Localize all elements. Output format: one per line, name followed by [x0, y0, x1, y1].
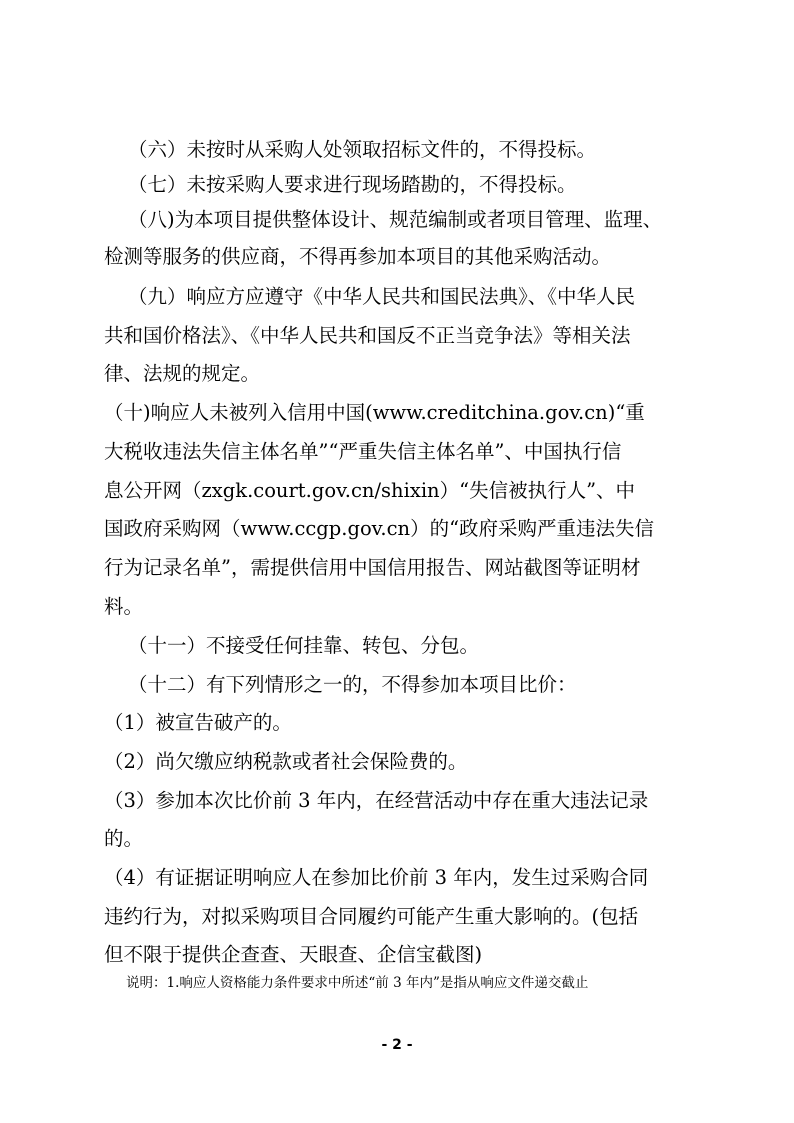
item-2: （2）尚欠缴应纳税款或者社会保险费的。: [104, 750, 468, 773]
item-4-line-2: 违约行为，对拟采购项目合同履约可能产生重大影响的。(包括: [104, 905, 639, 928]
clause-10-line-4: 国政府采购网（www.ccgp.gov.cn）的“政府采购严重违法失信: [104, 517, 655, 540]
clause-10-line-2: 大税收违法失信主体名单”“严重失信主体名单”、中国执行信: [104, 440, 622, 463]
page-number: - 2 -: [381, 1037, 413, 1053]
clause-9-line-3: 律、法规的规定。: [104, 362, 261, 385]
clause-10-line-6: 料。: [104, 595, 144, 618]
item-3-line-1: （3）参加本次比价前 3 年内，在经营活动中存在重大违法记录: [104, 789, 649, 812]
clause-7: （七）未按采购人要求进行现场踏勘的，不得投标。: [128, 173, 577, 196]
clause-12: （十二）有下列情形之一的，不得参加本项目比价：: [128, 673, 577, 696]
clause-10-line-3: 息公开网（zxgk.court.gov.cn/shixin）“失信被执行人”、中: [104, 479, 636, 502]
item-4-line-1: （4）有证据证明响应人在参加比价前 3 年内，发生过采购合同: [104, 866, 649, 889]
clause-8-line-2: 检测等服务的供应商，不得再参加本项目的其他采购活动。: [104, 245, 612, 268]
clause-9-line-2: 共和国价格法》、《中华人民共和国反不正当竞争法》等相关法: [104, 324, 631, 347]
explanation-note: 说明：1.响应人资格能力条件要求中所述“前 3 年内”是指从响应文件递交截止: [126, 975, 589, 991]
clause-9-line-1: （九）响应方应遵守《中华人民共和国民法典》、《中华人民: [128, 285, 636, 308]
item-1: （1）被宣告破产的。: [104, 711, 292, 734]
item-4-line-3: 但不限于提供企查查、天眼查、企信宝截图): [104, 943, 483, 966]
clause-8-line-1: （八)为本项目提供整体设计、规范编制或者项目管理、监理、: [128, 208, 663, 231]
clause-11: （十一）不接受任何挂靠、转包、分包。: [128, 634, 480, 657]
item-3-line-2: 的。: [104, 827, 144, 850]
clause-10-line-1: （十)响应人未被列入信用中国(www.creditchina.gov.cn)“重: [104, 401, 645, 424]
clause-6: （六）未按时从采购人处领取招标文件的，不得投标。: [128, 138, 597, 161]
clause-10-line-5: 行为记录名单”，需提供信用中国信用报告、网站截图等证明材: [104, 556, 641, 579]
